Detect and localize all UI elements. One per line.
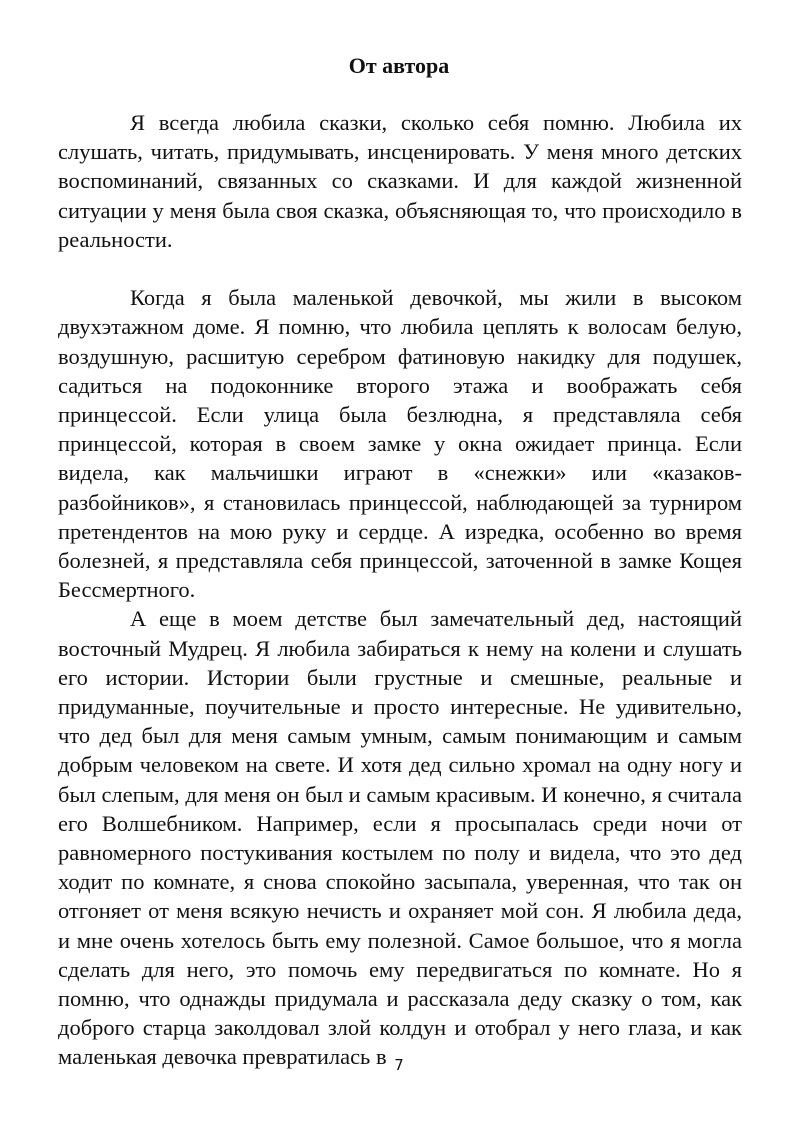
- body-text: [58, 108, 742, 1072]
- paragraph-3: А еще в моем детстве был замечательный дед, настоящий восточный Мудрец. Я любила забираться к нему на колени и слушать его истории. Истории были грустные и смешные, реальные и придуманные, поучительные и просто интересные. Не удивительно, что дед был для меня самым умным, самым понимающим и самым добрым человеком на свете. И хотя дед сильно хромал на одну ногу и был слепым, для меня он был и самым красивым. И конечно, я считала его Волшебником. Например, если я просыпалась среди ночи от равномерного постукивания костылем по полу и видела, что это дед ходит по комнате, я снова спокойно засыпала, уверенная, что так он отгоняет от меня всякую нечисть и охраняет мой сон. Я любила деда, и мне очень хотелось быть ему полезной. Самое большое, что я могла сделать для него, это помочь ему передвигаться по комнате. Но я помню, что однажды придумала и рассказала деду сказку о том, как доброго старца заколдовал злой колдун и отобрал у него глаза, и как маленькая девочка превратилась в: [58, 606, 742, 1070]
- page-title: От автора: [348, 53, 450, 78]
- paragraph-1: Я всегда любила сказки, сколько себя помню. Любила их слушать, читать, придумывать, инсценировать. У меня много детских воспоминаний, связанных со сказками. И для каждой жизненной ситуации у меня была своя сказка, объясняющая то, что происходило в реальности.: [58, 110, 742, 252]
- paragraph-2: Когда я была маленькой девочкой, мы жили в высоком двухэтажном доме. Я помню, что любила цеплять к волосам белую, воздушную, расшитую серебром фатиновую накидку для подушек, садиться на подоконнике второго этажа и воображать себя принцессой. Если улица была безлюдна, я представляла себя принцессой, которая в своем замке у окна ожидает принца. Если видела, как мальчишки играют в «снежки» или «казаков-разбойников», я становилась принцессой, наблюдающей за турниром претендентов на мою руку и сердце. А изредка, особенно во время болезней, я представляла себя принцессой, заточенной в замке Кощея Бессмертного.: [58, 285, 742, 603]
- page-number: 7: [394, 1056, 404, 1074]
